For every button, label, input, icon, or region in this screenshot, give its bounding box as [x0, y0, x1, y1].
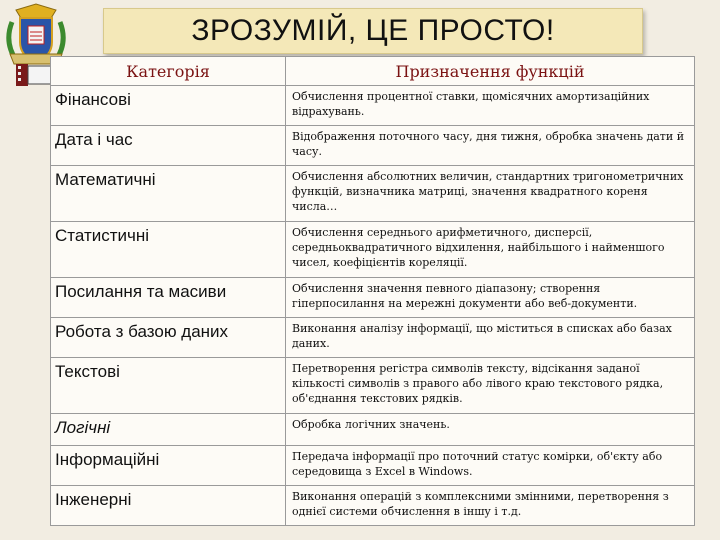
row-description: Обробка логічних значень. — [286, 414, 695, 446]
row-category: Текстові — [51, 358, 286, 414]
table-row — [51, 222, 695, 278]
table-row — [51, 126, 695, 166]
table-row — [51, 166, 695, 222]
slide-title: ЗРОЗУМІЙ, ЦЕ ПРОСТО! — [191, 14, 555, 47]
table-row — [51, 358, 695, 414]
header-purpose: Призначення функцій — [286, 57, 695, 86]
row-category: Інформаційні — [51, 446, 286, 486]
table-row — [51, 318, 695, 358]
row-description: Обчислення абсолютних величин, стандартних тригонометричних функцій, визначника матриці, значення квадратного кореня числа… — [286, 166, 695, 222]
title-box — [103, 8, 643, 54]
table-row — [51, 86, 695, 126]
row-category: Робота з базою даних — [51, 318, 286, 358]
row-category: Дата і час — [51, 126, 286, 166]
row-description: Перетворення регістра символів тексту, відсікання заданої кількості символів з правого або лівого краю текстового рядка, об'єднання текстових рядків. — [286, 358, 695, 414]
table-row — [51, 278, 695, 318]
row-category: Математичні — [51, 166, 286, 222]
row-description: Відображення поточного часу, дня тижня, обробка значень дати й часу. — [286, 126, 695, 166]
table-header-row — [51, 57, 695, 86]
row-description: Виконання аналізу інформації, що міститься в списках або базах даних. — [286, 318, 695, 358]
row-description: Обчислення процентної ставки, щомісячних амортизаційних відрахувань. — [286, 86, 695, 126]
row-description: Виконання операцій з комплексними змінними, перетворення з однієї системи обчислення в іншу і т.д. — [286, 486, 695, 526]
table-row — [51, 414, 695, 446]
row-category: Логічні — [51, 414, 286, 446]
functions-table — [50, 56, 695, 526]
row-category: Інженерні — [51, 486, 286, 526]
row-description: Обчислення значення певного діапазону; створення гіперпосилання на мережні документи або веб-документи. — [286, 278, 695, 318]
table-row — [51, 486, 695, 526]
row-description: Обчислення середнього арифметичного, дисперсії, середньоквадратичного відхилення, найбільшого і найменшого чисел, коефіцієнтів кореляції. — [286, 222, 695, 278]
row-category: Посилання та масиви — [51, 278, 286, 318]
row-category: Статистичні — [51, 222, 286, 278]
table-row — [51, 446, 695, 486]
row-description: Передача інформації про поточний статус комірки, об'єкту або середовища з Excel в Windows. — [286, 446, 695, 486]
functions-table-wrap — [50, 56, 695, 526]
row-category: Фінансові — [51, 86, 286, 126]
header-category: Категорія — [51, 57, 286, 86]
